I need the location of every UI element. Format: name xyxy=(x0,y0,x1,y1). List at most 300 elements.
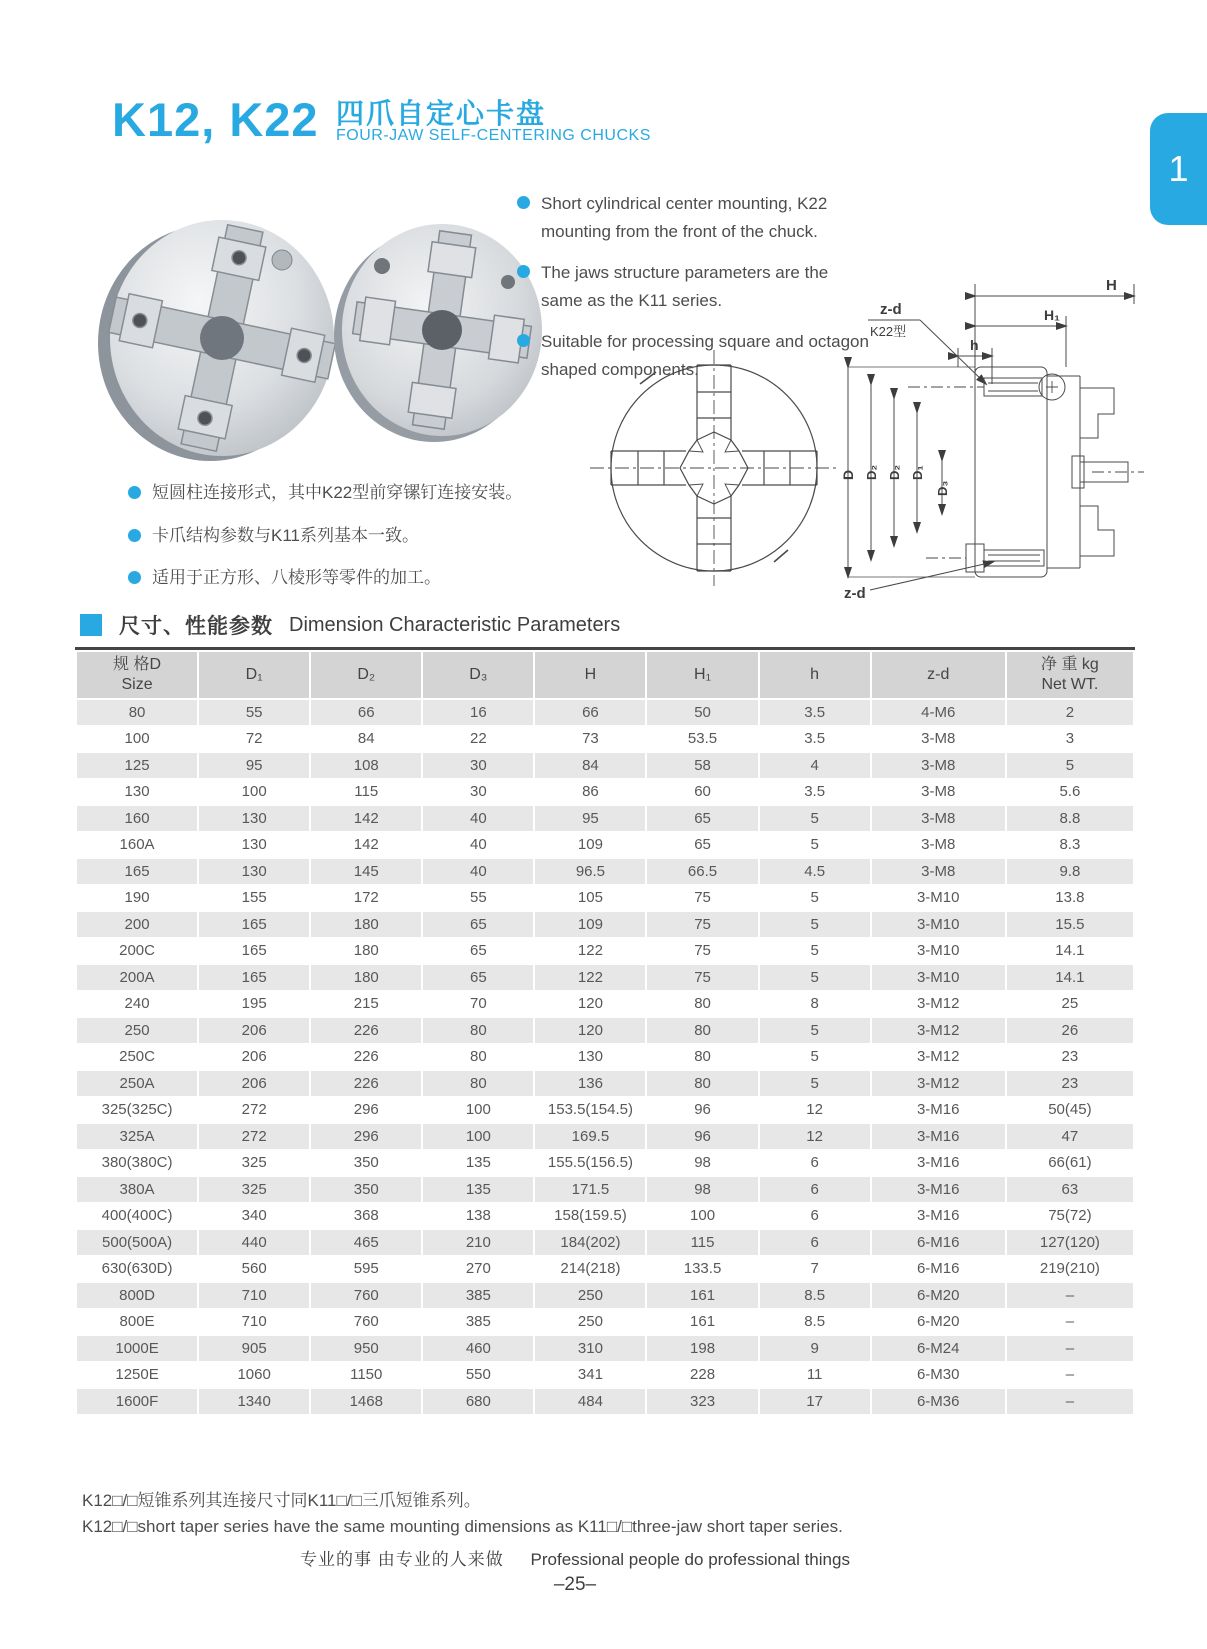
table-cell: 25 xyxy=(1007,992,1133,1017)
table-cell: 142 xyxy=(311,806,421,831)
table-cell: 1150 xyxy=(311,1363,421,1388)
feature-text: Suitable for processing square and octagon shaped components. xyxy=(541,332,869,380)
table-cell: 272 xyxy=(199,1098,309,1123)
table-cell: 155.5(156.5) xyxy=(535,1151,645,1176)
feature-text: 适用于正方形、八棱形等零件的加工。 xyxy=(152,568,441,587)
table-cell: 8.3 xyxy=(1007,833,1133,858)
table-row xyxy=(77,727,1133,752)
table-cell: 385 xyxy=(423,1310,533,1335)
table-row xyxy=(77,833,1133,858)
table-cell: 3-M8 xyxy=(872,753,1005,778)
table-row xyxy=(77,1151,1133,1176)
table-cell: 3-M12 xyxy=(872,1018,1005,1043)
table-cell: 6-M30 xyxy=(872,1363,1005,1388)
table-cell: 325 xyxy=(199,1177,309,1202)
table-cell: 55 xyxy=(423,886,533,911)
table-cell: 3-M12 xyxy=(872,1045,1005,1070)
table-cell: 250 xyxy=(535,1310,645,1335)
table-cell: 100 xyxy=(647,1204,757,1229)
table-cell: 325(325C) xyxy=(77,1098,197,1123)
table-cell: 5 xyxy=(760,1045,870,1070)
table-cell: 2 xyxy=(1007,700,1133,725)
table-cell: 310 xyxy=(535,1336,645,1361)
table-cell: 180 xyxy=(311,965,421,990)
table-row xyxy=(77,1283,1133,1308)
table-cell: 9.8 xyxy=(1007,859,1133,884)
table-cell: 96.5 xyxy=(535,859,645,884)
table-cell: 58 xyxy=(647,753,757,778)
dim-label-D2b: D₂ xyxy=(887,464,902,480)
section-title-chinese: 尺寸、性能参数 xyxy=(119,615,273,638)
table-cell: 40 xyxy=(423,806,533,831)
table-cell: 127(120) xyxy=(1007,1230,1133,1255)
column-header: H₁ xyxy=(647,652,757,698)
table-row xyxy=(77,859,1133,884)
table-cell: 23 xyxy=(1007,1045,1133,1070)
table-cell: 5 xyxy=(1007,753,1133,778)
table-cell: 5.6 xyxy=(1007,780,1133,805)
table-cell: 5 xyxy=(760,806,870,831)
footnote-english: K12□/□short taper series have the same mounting dimensions as K11□/□three-jaw short taper series. xyxy=(82,1517,843,1536)
table-cell: 296 xyxy=(311,1124,421,1149)
table-cell: 80 xyxy=(423,1071,533,1096)
table-cell: 65 xyxy=(423,939,533,964)
table-header-row xyxy=(77,652,1133,698)
feature-text: The jaws structure parameters are the same as the K11 series. xyxy=(541,263,829,311)
table-cell: 3-M16 xyxy=(872,1098,1005,1123)
table-cell: 1060 xyxy=(199,1363,309,1388)
table-row xyxy=(77,1336,1133,1361)
table-cell: 95 xyxy=(199,753,309,778)
table-row xyxy=(77,1389,1133,1414)
table-cell: 484 xyxy=(535,1389,645,1414)
list-item xyxy=(128,480,528,506)
column-header: h xyxy=(760,652,870,698)
table-cell: 1468 xyxy=(311,1389,421,1414)
table-row xyxy=(77,1071,1133,1096)
table-cell: 14.1 xyxy=(1007,939,1133,964)
table-cell: 11 xyxy=(760,1363,870,1388)
table-cell: 98 xyxy=(647,1151,757,1176)
table-cell: 3-M8 xyxy=(872,833,1005,858)
table-cell: 385 xyxy=(423,1283,533,1308)
table-cell: 195 xyxy=(199,992,309,1017)
table-cell: 630(630D) xyxy=(77,1257,197,1282)
page-title-model: K12, K22 xyxy=(112,93,319,146)
table-cell: 905 xyxy=(199,1336,309,1361)
table-cell: 40 xyxy=(423,859,533,884)
table-cell: – xyxy=(1007,1389,1133,1414)
table-cell: 380A xyxy=(77,1177,197,1202)
table-cell: 325A xyxy=(77,1124,197,1149)
page-title-english: FOUR-JAW SELF-CENTERING CHUCKS xyxy=(336,127,651,144)
table-cell: 368 xyxy=(311,1204,421,1229)
table-row xyxy=(77,1177,1133,1202)
table-cell: 80 xyxy=(647,992,757,1017)
table-cell: 200A xyxy=(77,965,197,990)
table-cell: 84 xyxy=(535,753,645,778)
table-cell: 86 xyxy=(535,780,645,805)
table-cell: 272 xyxy=(199,1124,309,1149)
table-row xyxy=(77,965,1133,990)
dim-label-zd-top: z-d xyxy=(880,301,902,318)
table-cell: 250 xyxy=(535,1283,645,1308)
table-cell: 155 xyxy=(199,886,309,911)
table-cell: 130 xyxy=(199,859,309,884)
table-cell: 226 xyxy=(311,1045,421,1070)
bullet-icon xyxy=(128,571,141,584)
table-cell: 215 xyxy=(311,992,421,1017)
table-cell: 65 xyxy=(647,833,757,858)
feature-text: 短圆柱连接形式，其中K22型前穿镙钉连接安装。 xyxy=(152,483,523,502)
table-row xyxy=(77,806,1133,831)
table-cell: 50(45) xyxy=(1007,1098,1133,1123)
chapter-number: 1 xyxy=(1168,148,1189,189)
table-cell: 226 xyxy=(311,1071,421,1096)
table-cell: 228 xyxy=(647,1363,757,1388)
dim-label-h: h xyxy=(970,337,979,353)
table-cell: 130 xyxy=(199,833,309,858)
table-row xyxy=(77,1124,1133,1149)
bullet-icon xyxy=(517,334,530,347)
table-cell: 710 xyxy=(199,1310,309,1335)
table-cell: 98 xyxy=(647,1177,757,1202)
table-cell: 63 xyxy=(1007,1177,1133,1202)
table-cell: 440 xyxy=(199,1230,309,1255)
table-cell: 130 xyxy=(535,1045,645,1070)
table-cell: 135 xyxy=(423,1151,533,1176)
dim-label-D1: D₁ xyxy=(910,465,925,480)
chuck-section-drawing xyxy=(808,272,1153,602)
table-cell: 65 xyxy=(423,965,533,990)
footnote-chinese: K12□/□短锥系列其连接尺寸同K11□/□三爪短锥系列。 xyxy=(82,1491,481,1510)
table-cell: 5 xyxy=(760,1018,870,1043)
table-cell: 115 xyxy=(311,780,421,805)
table-cell: 47 xyxy=(1007,1124,1133,1149)
table-cell: 50 xyxy=(647,700,757,725)
table-cell: 7 xyxy=(760,1257,870,1282)
table-cell: 6 xyxy=(760,1151,870,1176)
section-marker-icon xyxy=(80,614,102,636)
table-cell: 4-M6 xyxy=(872,700,1005,725)
table-row xyxy=(77,780,1133,805)
table-cell: 206 xyxy=(199,1071,309,1096)
dim-label-H: H xyxy=(1106,277,1117,294)
section-header xyxy=(80,610,620,640)
table-cell: 465 xyxy=(311,1230,421,1255)
table-cell: 60 xyxy=(647,780,757,805)
table-cell: 30 xyxy=(423,753,533,778)
dim-label-D3: D₃ xyxy=(935,480,950,496)
table-cell: 5 xyxy=(760,833,870,858)
table-cell: 172 xyxy=(311,886,421,911)
table-cell: 122 xyxy=(535,939,645,964)
table-cell: 3 xyxy=(1007,727,1133,752)
table-cell: 122 xyxy=(535,965,645,990)
table-cell: 108 xyxy=(311,753,421,778)
table-cell: 142 xyxy=(311,833,421,858)
table-cell: 136 xyxy=(535,1071,645,1096)
column-header: D₁ xyxy=(199,652,309,698)
table-cell: 760 xyxy=(311,1283,421,1308)
feature-list-chinese xyxy=(128,480,528,608)
table-cell: 169.5 xyxy=(535,1124,645,1149)
table-row xyxy=(77,912,1133,937)
table-cell: 184(202) xyxy=(535,1230,645,1255)
dim-label-D: D xyxy=(840,469,856,480)
table-cell: 198 xyxy=(647,1336,757,1361)
table-cell: 165 xyxy=(199,965,309,990)
table-cell: 3-M10 xyxy=(872,939,1005,964)
table-row xyxy=(77,886,1133,911)
table-cell: 5 xyxy=(760,912,870,937)
table-cell: 1340 xyxy=(199,1389,309,1414)
dim-label-k22: K22型 xyxy=(870,324,907,339)
table-cell: 26 xyxy=(1007,1018,1133,1043)
table-cell: 158(159.5) xyxy=(535,1204,645,1229)
table-row xyxy=(77,992,1133,1017)
table-cell: 171.5 xyxy=(535,1177,645,1202)
table-cell: 135 xyxy=(423,1177,533,1202)
table-cell: 950 xyxy=(311,1336,421,1361)
table-cell: 8.5 xyxy=(760,1283,870,1308)
table-cell: 460 xyxy=(423,1336,533,1361)
table-cell: 138 xyxy=(423,1204,533,1229)
table-row xyxy=(77,1257,1133,1282)
table-cell: 270 xyxy=(423,1257,533,1282)
table-cell: 1600F xyxy=(77,1389,197,1414)
column-header: H xyxy=(535,652,645,698)
table-cell: 23 xyxy=(1007,1071,1133,1096)
table-cell: 160 xyxy=(77,806,197,831)
table-cell: 75 xyxy=(647,965,757,990)
table-cell: 22 xyxy=(423,727,533,752)
table-cell: 84 xyxy=(311,727,421,752)
column-header: D₃ xyxy=(423,652,533,698)
table-cell: 66(61) xyxy=(1007,1151,1133,1176)
table-cell: 680 xyxy=(423,1389,533,1414)
table-cell: 3-M8 xyxy=(872,780,1005,805)
table-cell: 6-M16 xyxy=(872,1257,1005,1282)
table-cell: 5 xyxy=(760,1071,870,1096)
table-cell: 66.5 xyxy=(647,859,757,884)
table-cell: 325 xyxy=(199,1151,309,1176)
table-cell: 30 xyxy=(423,780,533,805)
page-number: –25– xyxy=(553,1574,597,1595)
chapter-tab[interactable] xyxy=(1150,113,1207,225)
table-cell: 100 xyxy=(77,727,197,752)
table-row xyxy=(77,753,1133,778)
table-row xyxy=(77,1310,1133,1335)
table-cell: 1250E xyxy=(77,1363,197,1388)
table-cell: 130 xyxy=(199,806,309,831)
table-cell: 95 xyxy=(535,806,645,831)
table-cell: 120 xyxy=(535,992,645,1017)
table-cell: 250 xyxy=(77,1018,197,1043)
table-cell: 14.1 xyxy=(1007,965,1133,990)
table-cell: 165 xyxy=(77,859,197,884)
table-cell: 65 xyxy=(647,806,757,831)
table-cell: 3.5 xyxy=(760,727,870,752)
table-cell: 153.5(154.5) xyxy=(535,1098,645,1123)
table-cell: 3-M16 xyxy=(872,1177,1005,1202)
table-cell: 15.5 xyxy=(1007,912,1133,937)
table-cell: 12 xyxy=(760,1098,870,1123)
table-cell: 161 xyxy=(647,1310,757,1335)
table-cell: 3-M12 xyxy=(872,1071,1005,1096)
section-title-english: Dimension Characteristic Parameters xyxy=(289,613,621,636)
table-cell: 161 xyxy=(647,1283,757,1308)
footer-slogan-chinese: 专业的事 由专业的人来做 xyxy=(300,1550,504,1569)
list-item xyxy=(128,523,528,549)
table-row xyxy=(77,1363,1133,1388)
table-cell: 6-M24 xyxy=(872,1336,1005,1361)
table-cell: 100 xyxy=(423,1124,533,1149)
table-cell: 66 xyxy=(535,700,645,725)
dim-label-zd-bottom: z-d xyxy=(844,585,866,602)
table-cell: 72 xyxy=(199,727,309,752)
table-cell: 6 xyxy=(760,1204,870,1229)
table-cell: 3-M10 xyxy=(872,886,1005,911)
footer-slogan xyxy=(0,1545,1150,1570)
footer-slogan-english: Professional people do professional things xyxy=(530,1550,850,1569)
table-cell: 500(500A) xyxy=(77,1230,197,1255)
bullet-icon xyxy=(517,265,530,278)
table-cell: 6-M16 xyxy=(872,1230,1005,1255)
table-cell: 5 xyxy=(760,965,870,990)
column-header: z-d xyxy=(872,652,1005,698)
bullet-icon xyxy=(517,196,530,209)
table-cell: 3-M8 xyxy=(872,806,1005,831)
table-cell: 3-M12 xyxy=(872,992,1005,1017)
table-cell: 5 xyxy=(760,886,870,911)
table-row xyxy=(77,939,1133,964)
table-cell: 120 xyxy=(535,1018,645,1043)
table-cell: 206 xyxy=(199,1045,309,1070)
table-cell: 296 xyxy=(311,1098,421,1123)
table-cell: 80 xyxy=(647,1045,757,1070)
table-cell: 100 xyxy=(199,780,309,805)
table-cell: 125 xyxy=(77,753,197,778)
chuck-front-view-drawing xyxy=(588,348,840,588)
table-row xyxy=(77,1204,1133,1229)
table-cell: – xyxy=(1007,1336,1133,1361)
table-cell: 75 xyxy=(647,912,757,937)
table-cell: 70 xyxy=(423,992,533,1017)
table-cell: 760 xyxy=(311,1310,421,1335)
chuck-photo-left xyxy=(92,198,344,484)
table-cell: 214(218) xyxy=(535,1257,645,1282)
table-cell: 8.8 xyxy=(1007,806,1133,831)
table-cell: 12 xyxy=(760,1124,870,1149)
table-cell: 340 xyxy=(199,1204,309,1229)
table-cell: 3-M16 xyxy=(872,1151,1005,1176)
table-cell: 710 xyxy=(199,1283,309,1308)
table-row xyxy=(77,700,1133,725)
table-cell: 800D xyxy=(77,1283,197,1308)
table-cell: 53.5 xyxy=(647,727,757,752)
table-cell: 210 xyxy=(423,1230,533,1255)
bullet-icon xyxy=(128,486,141,499)
table-cell: 75(72) xyxy=(1007,1204,1133,1229)
dim-label-H1: H₁ xyxy=(1044,307,1060,323)
column-header: D₂ xyxy=(311,652,421,698)
table-cell: 3-M16 xyxy=(872,1124,1005,1149)
table-cell: 4 xyxy=(760,753,870,778)
table-cell: 3-M8 xyxy=(872,859,1005,884)
table-cell: 100 xyxy=(423,1098,533,1123)
table-cell: 6 xyxy=(760,1177,870,1202)
table-cell: 9 xyxy=(760,1336,870,1361)
table-cell: 3.5 xyxy=(760,700,870,725)
table-cell: 323 xyxy=(647,1389,757,1414)
table-cell: 40 xyxy=(423,833,533,858)
table-cell: 3.5 xyxy=(760,780,870,805)
table-cell: 250C xyxy=(77,1045,197,1070)
table-cell: 96 xyxy=(647,1098,757,1123)
table-cell: 1000E xyxy=(77,1336,197,1361)
table-cell: 133.5 xyxy=(647,1257,757,1282)
table-cell: 190 xyxy=(77,886,197,911)
table-cell: 350 xyxy=(311,1177,421,1202)
table-cell: 96 xyxy=(647,1124,757,1149)
table-cell: 6-M20 xyxy=(872,1310,1005,1335)
table-cell: 206 xyxy=(199,1018,309,1043)
table-cell: 109 xyxy=(535,912,645,937)
table-cell: 800E xyxy=(77,1310,197,1335)
table-cell: 6-M36 xyxy=(872,1389,1005,1414)
table-cell: 595 xyxy=(311,1257,421,1282)
table-cell: 75 xyxy=(647,939,757,964)
dimension-table-container xyxy=(75,650,1135,1416)
table-cell: 200C xyxy=(77,939,197,964)
list-item xyxy=(128,565,528,591)
table-cell: 16 xyxy=(423,700,533,725)
table-cell: 3-M10 xyxy=(872,965,1005,990)
table-cell: – xyxy=(1007,1310,1133,1335)
table-cell: 180 xyxy=(311,912,421,937)
table-cell: 160A xyxy=(77,833,197,858)
table-cell: 17 xyxy=(760,1389,870,1414)
table-cell: 219(210) xyxy=(1007,1257,1133,1282)
table-cell: 55 xyxy=(199,700,309,725)
table-cell: 66 xyxy=(311,700,421,725)
table-row xyxy=(77,1045,1133,1070)
feature-text: 卡爪结构参数与K11系列基本一致。 xyxy=(152,525,419,545)
table-cell: 13.8 xyxy=(1007,886,1133,911)
table-cell: 75 xyxy=(647,886,757,911)
table-cell: 6 xyxy=(760,1230,870,1255)
table-cell: 80 xyxy=(423,1045,533,1070)
table-cell: 3-M16 xyxy=(872,1204,1005,1229)
feature-text: Short cylindrical center mounting, K22 mounting from the front of the chuck. xyxy=(541,194,828,242)
table-row xyxy=(77,1230,1133,1255)
bullet-icon xyxy=(128,529,141,542)
table-cell: 73 xyxy=(535,727,645,752)
column-header: 净 重 kg Net WT. xyxy=(1007,652,1133,698)
table-cell: 165 xyxy=(199,912,309,937)
table-row xyxy=(77,1098,1133,1123)
table-cell: 105 xyxy=(535,886,645,911)
table-cell: 560 xyxy=(199,1257,309,1282)
table-cell: 8.5 xyxy=(760,1310,870,1335)
table-cell: 5 xyxy=(760,939,870,964)
table-cell: 240 xyxy=(77,992,197,1017)
table-cell: 80 xyxy=(647,1071,757,1096)
list-item xyxy=(517,190,869,246)
table-row xyxy=(77,1018,1133,1043)
table-cell: 165 xyxy=(199,939,309,964)
